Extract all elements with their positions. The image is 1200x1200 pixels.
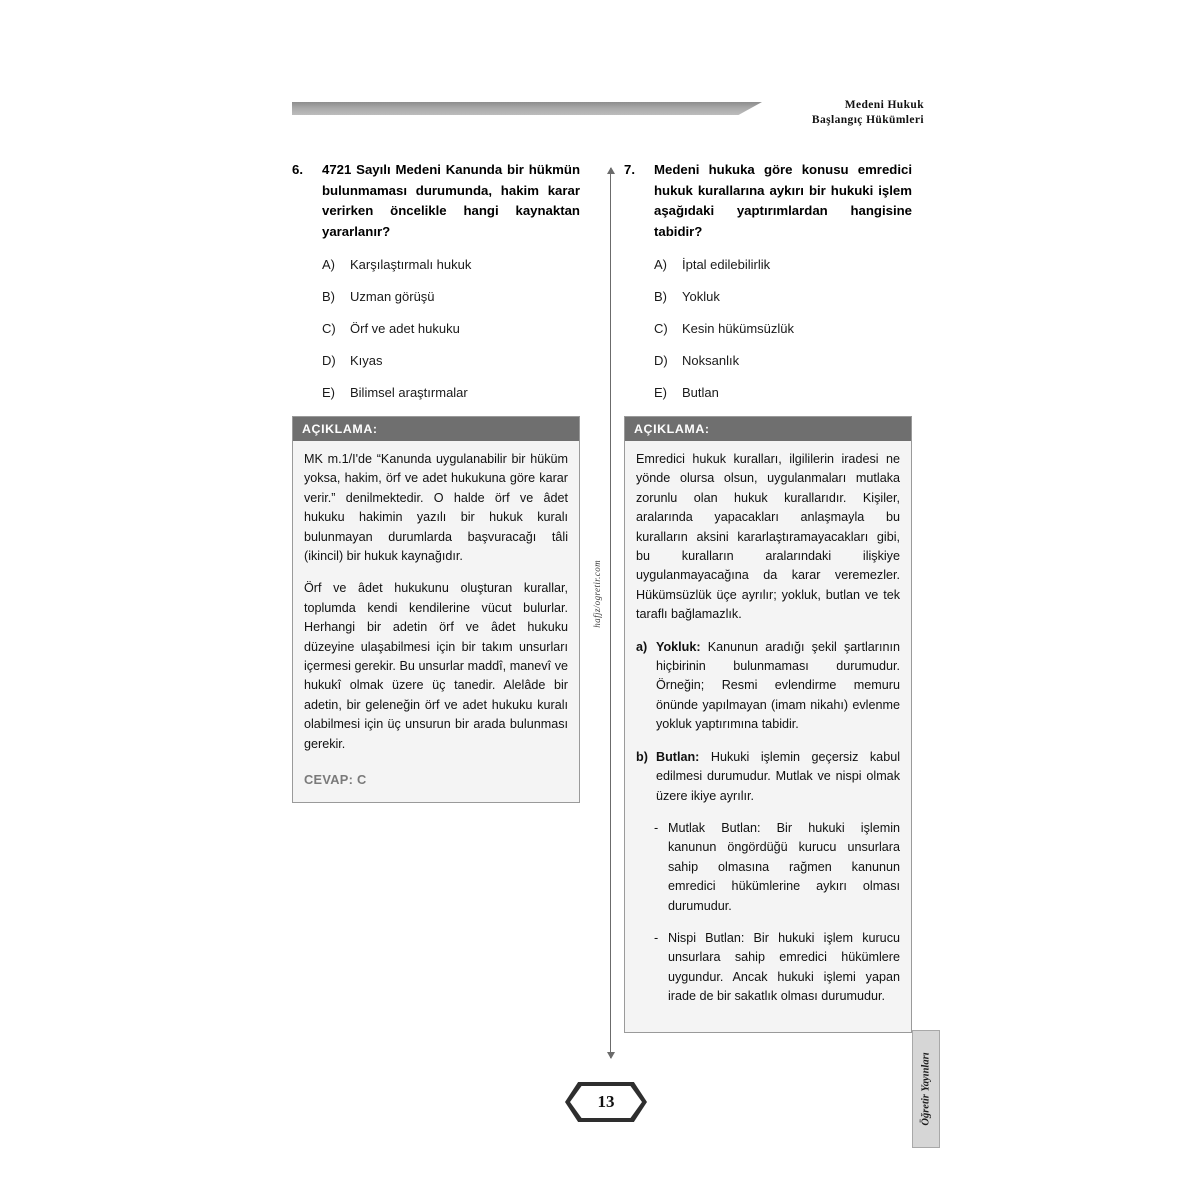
header-title-line2: Başlangıç Hükümleri xyxy=(811,114,924,126)
explanation-body xyxy=(625,441,911,1032)
column-right xyxy=(624,160,912,1033)
explanation-paragraph: MK m.1/I'de “Kanunda uygulanabilir bir hüküm yoksa, hakim, örf ve adet hukukuna göre karar verir.” denilmektedir. O halde örf ve âdet hukuku hakimin yazılı bir hukuk kuralı bulunmayan durumlarda başvuracağı tâli (ikincil) bir hukuk kaynağıdır. xyxy=(304,452,568,564)
option-label: Yokluk xyxy=(682,289,720,304)
explanation-sub-list xyxy=(636,819,900,1007)
option-row[interactable] xyxy=(654,256,912,274)
answer-line: CEVAP: C xyxy=(304,772,367,788)
option-label: Noksanlık xyxy=(682,353,740,368)
sub-list-item xyxy=(654,819,900,916)
option-row[interactable] xyxy=(322,320,580,338)
question-7-explanation-box xyxy=(624,416,912,1033)
question-7-heading xyxy=(624,160,912,242)
list-item-text: Kanunun aradığı şekil şartlarının hiçbirinin bulunmaması durumudur. Örneğin; Resmi evlendirme memuru önünde yapılmayan (imam nikahı) evlenme yokluk yaptırımına tabidir. xyxy=(656,639,900,732)
option-letter: C) xyxy=(654,321,668,336)
page-number-value: 13 xyxy=(597,1092,615,1111)
option-label: Kesin hükümsüzlük xyxy=(682,321,794,336)
column-left xyxy=(292,160,580,803)
explanation-list-item xyxy=(636,638,900,735)
sub-list-marker: - xyxy=(654,930,659,945)
arrow-down-icon xyxy=(607,1052,615,1059)
explanation-body xyxy=(293,441,579,802)
option-row[interactable] xyxy=(322,256,580,274)
option-label: İptal edilebilirlik xyxy=(682,257,771,272)
arrow-up-icon xyxy=(607,167,615,174)
option-row[interactable] xyxy=(654,288,912,306)
publisher-tab xyxy=(912,1030,940,1148)
header-decorative-bar xyxy=(292,102,762,115)
question-6-heading xyxy=(292,160,580,242)
list-item-marker: a) xyxy=(636,639,648,654)
option-letter: D) xyxy=(654,353,668,368)
option-label: Uzman görüşü xyxy=(350,289,435,304)
publisher-name: Öğretir Yayınları xyxy=(920,1052,932,1126)
column-divider xyxy=(610,168,612,1058)
option-label: Örf ve adet hukuku xyxy=(350,321,460,336)
question-6-text: 4721 Sayılı Medeni Kanunda bir hükmün bulunmaması durumunda, hakim karar verirken öncelikle hangi kaynaktan yararlanır? xyxy=(322,162,580,239)
divider-line xyxy=(610,168,611,1058)
sub-list-text: Mutlak Butlan: Bir hukuki işlemin kanunun öngördüğü kurucu unsurlara sahip olmasına rağmen kanunun emredici hükümlerine aykırı olması durumudur. xyxy=(668,820,900,913)
list-item-body xyxy=(656,638,900,735)
option-letter: B) xyxy=(322,289,335,304)
question-6-options xyxy=(292,256,580,402)
header-title-line1: Medeni Hukuk xyxy=(844,99,924,111)
explanation-list-item xyxy=(636,748,900,806)
explanation-paragraph: Örf ve âdet hukukunu oluşturan kurallar, toplumda kendi kendilerine vücut bulurlar. Herhangi bir adetin örf ve âdet hukuku düzeyine ulaşabilmesi için bir takım unsurları içermesi gerekir. Bu unsurlar maddî, manevî ve hukukî olmak üzere üç tanedir. Alelâde bir adetin, bir geleneğin örf ve adet hukuku kuralı olabilmesi için üç unsurun bir arada bulunması gerekir. xyxy=(304,581,568,751)
option-letter: E) xyxy=(322,385,335,400)
page-number-badge xyxy=(565,1082,647,1122)
option-label: Butlan xyxy=(682,385,719,400)
question-6-explanation-box xyxy=(292,416,580,803)
sub-list-item xyxy=(654,929,900,1007)
option-row[interactable] xyxy=(322,352,580,370)
option-row[interactable] xyxy=(322,384,580,402)
sub-list-marker: - xyxy=(654,820,659,835)
explanation-title: AÇIKLAMA: xyxy=(293,417,579,441)
option-letter: B) xyxy=(654,289,667,304)
list-item-marker: b) xyxy=(636,749,648,764)
list-item-lead: Yokluk: xyxy=(656,639,701,654)
side-url-text: hafjz/ogretir.com xyxy=(592,560,602,628)
header-title-block xyxy=(812,98,924,128)
option-row[interactable] xyxy=(322,288,580,306)
question-7-text: Medeni hukuka göre konusu emredici hukuk kurallarına aykırı bir hukuki işlem aşağıdaki yaptırımlardan hangisine tabidir? xyxy=(654,162,912,239)
sub-list-text: Nispi Butlan: Bir hukuki işlem kurucu unsurlara sahip emredici hükümlere uygundur. Ancak hukuki işlemi yapan irade de bir sakatlık olması durumudur. xyxy=(668,930,900,1004)
question-6-number: 6. xyxy=(292,162,303,177)
list-item-text: Hukuki işlemin geçersiz kabul edilmesi durumudur. Mutlak ve nispi olmak üzere ikiye ayrılır. xyxy=(656,749,900,803)
option-label: Kıyas xyxy=(350,353,383,368)
option-letter: A) xyxy=(654,257,667,272)
option-row[interactable] xyxy=(654,320,912,338)
page-header xyxy=(292,98,924,130)
question-7-number: 7. xyxy=(624,162,635,177)
question-7-options xyxy=(624,256,912,402)
option-letter: D) xyxy=(322,353,336,368)
option-letter: E) xyxy=(654,385,667,400)
option-row[interactable] xyxy=(654,384,912,402)
option-label: Karşılaştırmalı hukuk xyxy=(350,257,472,272)
explanation-paragraph: Emredici hukuk kuralları, ilgililerin iradesi ne yönde olursa olsun, uygulanmaları mutlaka zorunlu olan hukuk kurallarıdır. Kişiler, aralarında yapacakları anlaşmayla bu kuralların aksini kararlaştıramayacakları gibi, bu kuralların aralarındaki ilişkiye uygulanmayacağına da karar veremezler. Hükümsüzlük üçe ayrılır; yokluk, butlan ve tek taraflı bağlamazlık. xyxy=(636,452,900,622)
list-item-lead: Butlan: xyxy=(656,749,700,764)
option-letter: A) xyxy=(322,257,335,272)
option-row[interactable] xyxy=(654,352,912,370)
explanation-title: AÇIKLAMA: xyxy=(625,417,911,441)
option-letter: C) xyxy=(322,321,336,336)
list-item-body xyxy=(656,748,900,806)
option-label: Bilimsel araştırmalar xyxy=(350,385,468,400)
